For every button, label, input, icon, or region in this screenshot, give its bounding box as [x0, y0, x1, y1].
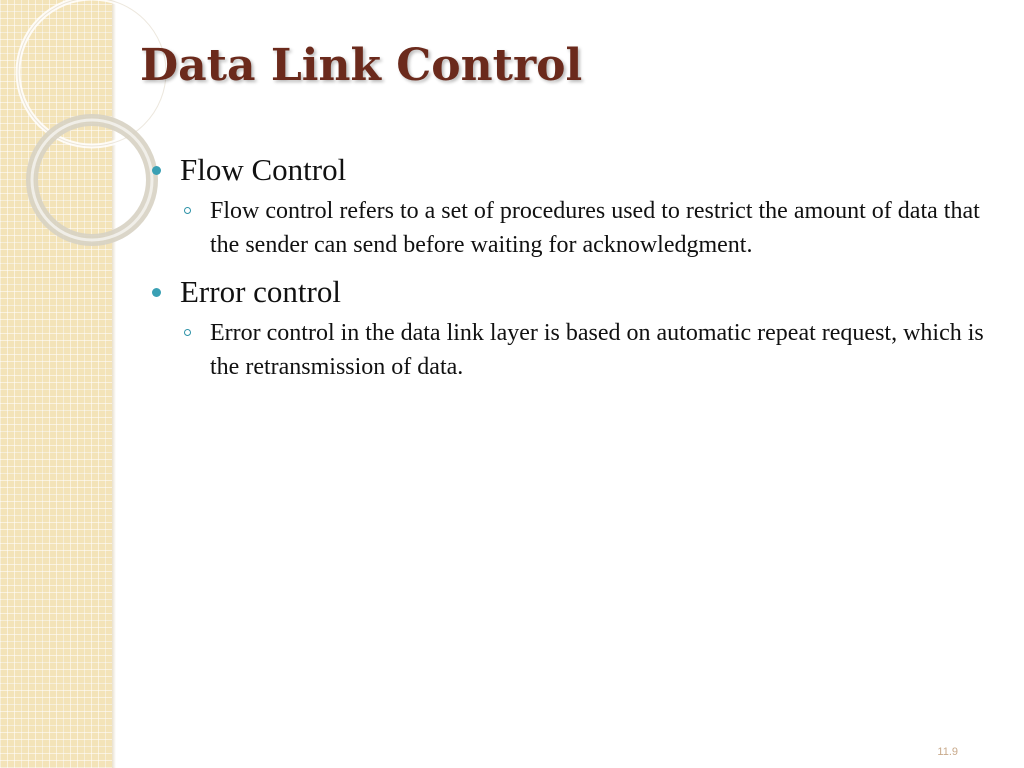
sub-bullet-text: Flow control refers to a set of procedures used to restrict the amount of data that the sender can send before waiting for acknowledgment. [210, 198, 980, 258]
sub-bullet-item [150, 194, 990, 262]
bullet-heading: Flow Control [180, 152, 347, 187]
filled-circle-bullet-icon [152, 166, 161, 175]
slide-body [150, 150, 990, 394]
hollow-circle-bullet-icon [184, 329, 191, 336]
sub-bullet-item [150, 316, 990, 384]
slide-title: Data Link Control [140, 40, 583, 91]
bullet-item-error-control [150, 272, 990, 312]
hollow-circle-bullet-icon [184, 207, 191, 214]
bullet-item-flow-control [150, 150, 990, 190]
sub-bullet-text: Error control in the data link layer is based on automatic repeat request, which is the retransmission of data. [210, 320, 984, 380]
bullet-heading: Error control [180, 274, 341, 309]
decorative-rings-icon [0, 0, 140, 260]
filled-circle-bullet-icon [152, 288, 161, 297]
slide-number: 11.9 [937, 746, 958, 758]
